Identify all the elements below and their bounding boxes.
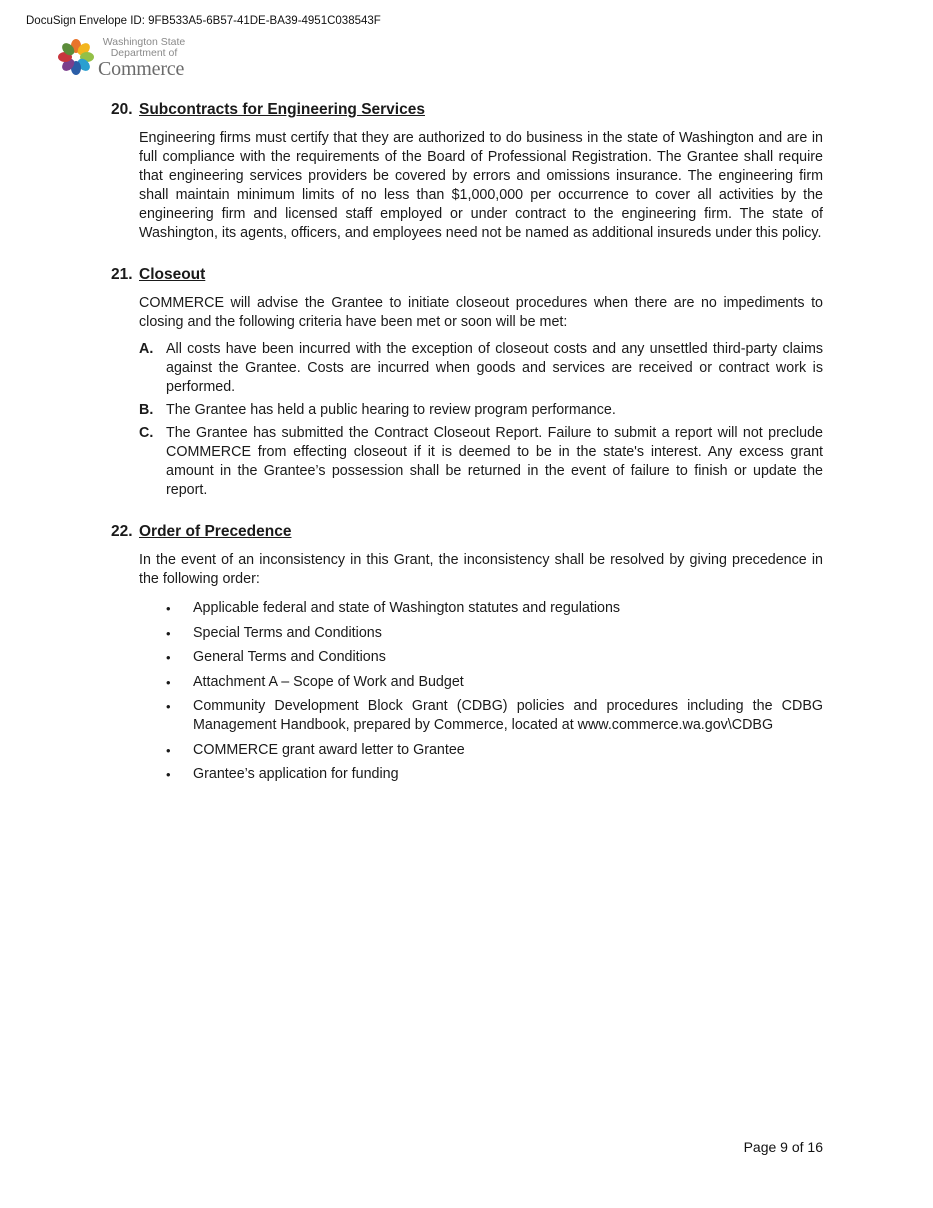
list-item (139, 340, 823, 397)
list-item-letter: C. (139, 425, 154, 441)
list-item-text: Attachment A – Scope of Work and Budget (193, 673, 464, 690)
document-body (111, 100, 823, 806)
list-item (166, 599, 823, 618)
list-item-text: Applicable federal and state of Washington statutes and regulations (193, 600, 621, 616)
closeout-criteria-list (139, 340, 823, 500)
list-item (139, 424, 823, 500)
section-paragraph: COMMERCE will advise the Grantee to initiate closeout procedures when there are no impediments to closing and the following criteria have been met or soon will be met: (139, 295, 823, 330)
list-item-text: Special Terms and Conditions (193, 624, 382, 641)
list-item (166, 697, 823, 735)
section-title: Order of Precedence (139, 523, 292, 540)
list-item-text: General Terms and Conditions (193, 649, 386, 665)
bullet-icon: • (166, 767, 171, 782)
section-heading (111, 265, 823, 285)
section-paragraph: Engineering firms must certify that they are authorized to do business in the state of Washington and are in full compliance with the requirements of the Board of Professional Registration. The Grantee shall require that engineering services providers be covered by errors and omissions insurance. The engineering firm shall maintain minimum limits of no less than $1,000,000 per occurrence to cover all activities by the engineering firm and licensed staff employed or under contract to the engineering firm. The state of Washington, its agents, officers, and employees need not be named as additional insureds under this policy. (139, 130, 823, 241)
section-20 (111, 100, 823, 243)
list-item (166, 765, 823, 784)
list-item (166, 741, 823, 760)
section-number: 22. (111, 523, 133, 540)
list-item-text: COMMERCE grant award letter to Grantee (193, 741, 465, 758)
commerce-logo (56, 37, 196, 79)
section-paragraph: In the event of an inconsistency in this Grant, the inconsistency shall be resolved by giving precedence in the following order: (139, 552, 823, 587)
section-21 (111, 265, 823, 500)
logo-text (98, 37, 198, 79)
logo-hub (72, 53, 80, 61)
bullet-icon: • (166, 601, 171, 616)
list-item-text: Grantee’s application for funding (193, 766, 399, 782)
section-heading (111, 522, 823, 542)
list-item-letter: B. (139, 402, 154, 418)
list-item-text: All costs have been incurred with the exception of closeout costs and any unsettled third-party claims against the Grantee. Costs are incurred when goods and services are received or contract work is performed. (166, 341, 823, 395)
list-item-text: The Grantee has submitted the Contract Closeout Report. Failure to submit a report will not preclude COMMERCE from effecting closeout if it is deemed to be in the state's interest. Any excess grant amount in the Grantee’s possession shall be returned in the event of failure to finish or update the report. (166, 425, 823, 498)
list-item-text: The Grantee has held a public hearing to review program performance. (166, 402, 616, 418)
docusign-envelope-id: DocuSign Envelope ID: 9FB533A5-6B57-41DE-BA39-4951C038543F (26, 15, 381, 27)
page-number: Page 9 of 16 (743, 1139, 823, 1155)
list-item-letter: A. (139, 341, 154, 357)
section-number: 21. (111, 266, 133, 283)
logo-line-3: Commerce (98, 58, 185, 80)
section-22 (111, 522, 823, 784)
bullet-icon: • (166, 674, 171, 690)
list-item (166, 624, 823, 643)
bullet-icon: • (166, 742, 171, 758)
logo-line-1: Washington State (102, 36, 186, 48)
logo-line-2: Department of (110, 47, 178, 59)
section-title: Closeout (139, 266, 206, 283)
list-item-text: Community Development Block Grant (CDBG) policies and procedures including the CDBG Management Handbook, prepared by Commerce, located at www.commerce.wa.gov\CDBG (193, 698, 823, 733)
section-title: Subcontracts for Engineering Services (139, 101, 425, 118)
bullet-icon: • (166, 699, 171, 714)
list-item (166, 648, 823, 667)
section-heading (111, 100, 823, 120)
bullet-icon: • (166, 625, 171, 641)
commerce-wheel-icon (56, 37, 96, 77)
list-item (139, 401, 823, 420)
precedence-list (166, 599, 823, 784)
section-number: 20. (111, 101, 133, 118)
list-item (166, 673, 823, 692)
bullet-icon: • (166, 650, 171, 665)
